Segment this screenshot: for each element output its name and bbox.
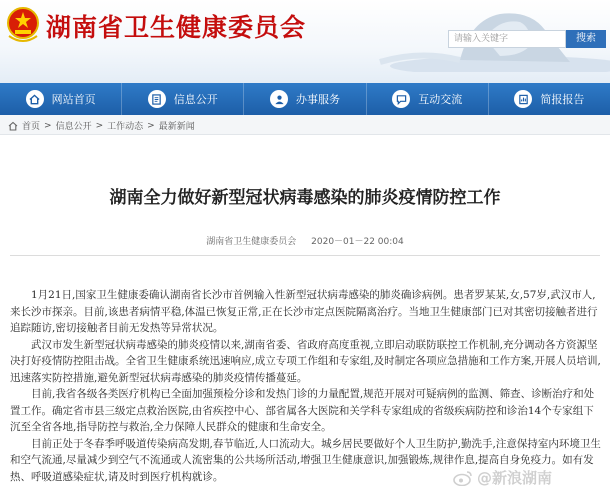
national-emblem-icon	[6, 6, 40, 44]
breadcrumb-separator: >	[95, 120, 104, 131]
document-icon	[148, 90, 166, 108]
breadcrumb-bar	[0, 115, 610, 135]
nav-item-home[interactable]	[0, 83, 122, 115]
weibo-watermark	[453, 467, 552, 488]
nav-item-info[interactable]	[122, 83, 244, 115]
chat-icon	[392, 90, 410, 108]
site-header	[0, 0, 610, 83]
nav-label: 网站首页	[51, 93, 96, 106]
breadcrumb-latest-news[interactable]: 最新新闻	[158, 122, 195, 132]
breadcrumb-home[interactable]: 首页	[22, 122, 41, 132]
divider	[10, 255, 600, 256]
article-paragraph: 武汉市发生新型冠状病毒感染的肺炎疫情以来,湖南省委、省政府高度重视,立即启动联防联控工作机制,充分调动各方资源坚决打好疫情防控阻击战。全省卫生健康系统迅速响应,成立专项工作组和专家组,及时制定各项应急措施和工作方案,开展人员培训,迅速落实防控措施,避免新型冠状病毒感染的肺炎疫情传播蔓延。	[10, 338, 601, 384]
nav-label: 信息公开	[173, 93, 218, 106]
nav-item-reports[interactable]	[489, 83, 610, 115]
site-title[interactable]: 湖南省卫生健康委员会	[46, 13, 307, 42]
article-paragraph: 目前,我省各级各类医疗机构已全面加强预检分诊和发热门诊的力量配置,规范开展对可疑病例的监测、筛查、诊断治疗和处置工作。确定省市县三级定点救治医院,由省疾控中心、部省属各大医院和关学科专家组成的省级疾病防控和诊治14个专家组下沉至全省各地,指导防控与救治,全力保障人民群众的健康和生命安全。	[10, 388, 595, 433]
main-nav	[0, 83, 610, 115]
nav-item-interaction[interactable]	[367, 83, 489, 115]
watermark-text: @新浪湖南	[477, 469, 553, 487]
nav-item-services[interactable]	[244, 83, 366, 115]
article-source: 湖南省卫生健康委员会	[206, 237, 297, 247]
article-paragraph: 目前正处于冬春季呼吸道传染病高发期,春节临近,人口流动大。城乡居民要做好个人卫生防护,勤洗手,注意保持室内环境卫生和空气流通,尽量减少到空气不流通或人流密集的公共场所活动,增强卫生健康意识,加强锻炼,规律作息,提高自身免疫力。如有发热、呼吸道感染症状,请及时到医疗机构就诊。	[10, 437, 601, 483]
breadcrumb-work-news[interactable]: 工作动态	[107, 122, 144, 132]
article-meta	[0, 234, 610, 247]
nav-label: 互动交流	[418, 93, 463, 106]
report-icon	[514, 90, 532, 108]
people-icon	[270, 90, 288, 108]
home-icon	[26, 90, 44, 108]
nav-label: 简报报告	[540, 93, 585, 106]
search-input[interactable]: 请输入关键字	[448, 30, 566, 48]
search-button[interactable]: 搜索	[566, 30, 606, 48]
nav-label: 办事服务	[296, 93, 340, 106]
breadcrumb-info-public[interactable]: 信息公开	[55, 122, 92, 132]
breadcrumb-separator: >	[147, 120, 155, 131]
weibo-icon	[453, 470, 473, 486]
breadcrumb	[8, 119, 195, 132]
breadcrumb-separator: >	[44, 120, 52, 131]
home-small-icon	[8, 121, 18, 131]
article-title: 湖南全力做好新型冠状病毒感染的肺炎疫情防控工作	[109, 188, 501, 208]
article-body	[10, 287, 602, 485]
article-paragraph: 1月21日,国家卫生健康委确认湖南省长沙市首例输入性新型冠状病毒感染的肺炎确诊病例。患者罗某某,女,57岁,武汉市人,来长沙市探亲。目前,该患者病情平稳,体温已恢复正常,正在长沙市定点医院隔离治疗。当地卫生健康部门已对其密切接触者进行追踪随访,密切接触者目前无发热等异常状况。	[10, 289, 598, 334]
article-date: 2020－01－22 00:04	[311, 237, 404, 247]
